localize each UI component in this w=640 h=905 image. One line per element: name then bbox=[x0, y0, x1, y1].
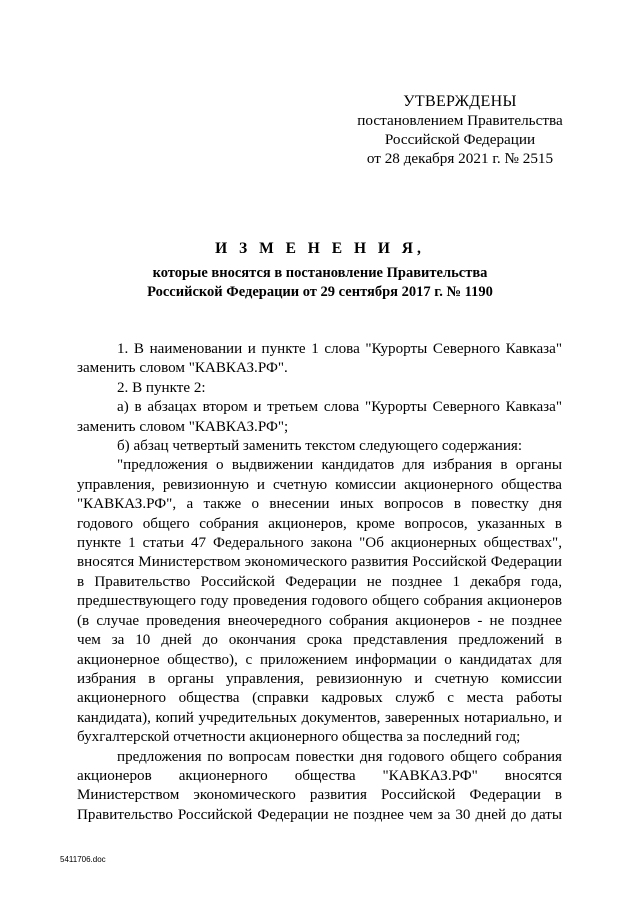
approval-block bbox=[345, 92, 575, 168]
document-title: И З М Е Н Е Н И Я, bbox=[215, 240, 425, 257]
paragraph-2: 2. В пункте 2: bbox=[117, 379, 206, 396]
document-body bbox=[77, 340, 562, 825]
paragraph-1: 1. В наименовании и пункте 1 слова "Курорты Северного Кавказа" заменить словом "КАВКАЗ.РФ". bbox=[77, 341, 562, 377]
paragraph-3: а) в абзацах втором и третьем слова "Курорты Северного Кавказа" заменить словом "КАВКАЗ.РФ"; bbox=[77, 399, 562, 435]
subtitle-line-1: которые вносятся в постановление Правительства bbox=[152, 265, 488, 281]
document-subtitle bbox=[60, 264, 580, 302]
paragraph-5: "предложения о выдвижении кандидатов для избрания в органы управления, ревизионную и счетную комиссии акционерного общества "КАВКАЗ.РФ", а также о внесении иных вопросов в повестку дня годового общего собрания акционеров, кроме вопросов, указанных в пункте 1 статьи 47 Федерального закона "Об акционерных обществах", вносятся Министерством экономического развития Российской Федерации в Правительство Российской Федерации не позднее 1 декабря года, предшествующего году проведения годового общего собрания акционеров (в случае проведения внеочередного собрания акционеров - не позднее чем за 10 дней до окончания срока представления предложений в акционерное общество), с приложением информации о кандидатах для избрания в органы управления, ревизионную и счетную комиссии акционерного общества (справки кадровых служб с места работы кандидата), копий учредительных документов, заверенных нотариально, и бухгалтерской отчетности акционерного общества за последний год; bbox=[77, 457, 562, 746]
file-name-footer: 5411706.doc bbox=[60, 855, 106, 864]
approval-line-3: от 28 декабря 2021 г. № 2515 bbox=[366, 150, 554, 167]
approval-line-1: постановлением Правительства bbox=[357, 112, 563, 129]
subtitle-line-2: Российской Федерации от 29 сентября 2017 г. № 1190 bbox=[147, 284, 493, 300]
approval-heading: УТВЕРЖДЕНЫ bbox=[403, 93, 517, 110]
paragraph-4: б) абзац четвертый заменить текстом следующего содержания: bbox=[117, 438, 523, 455]
paragraph-6: предложения по вопросам повестки дня годового общего собрания акционеров акционерного общества "КАВКАЗ.РФ" вносятся Министерством экономического развития Российской Федерации в Правительство Российской Федерации не позднее чем за 30 дней до даты bbox=[77, 748, 562, 823]
approval-line-2: Российской Федерации bbox=[384, 131, 536, 148]
